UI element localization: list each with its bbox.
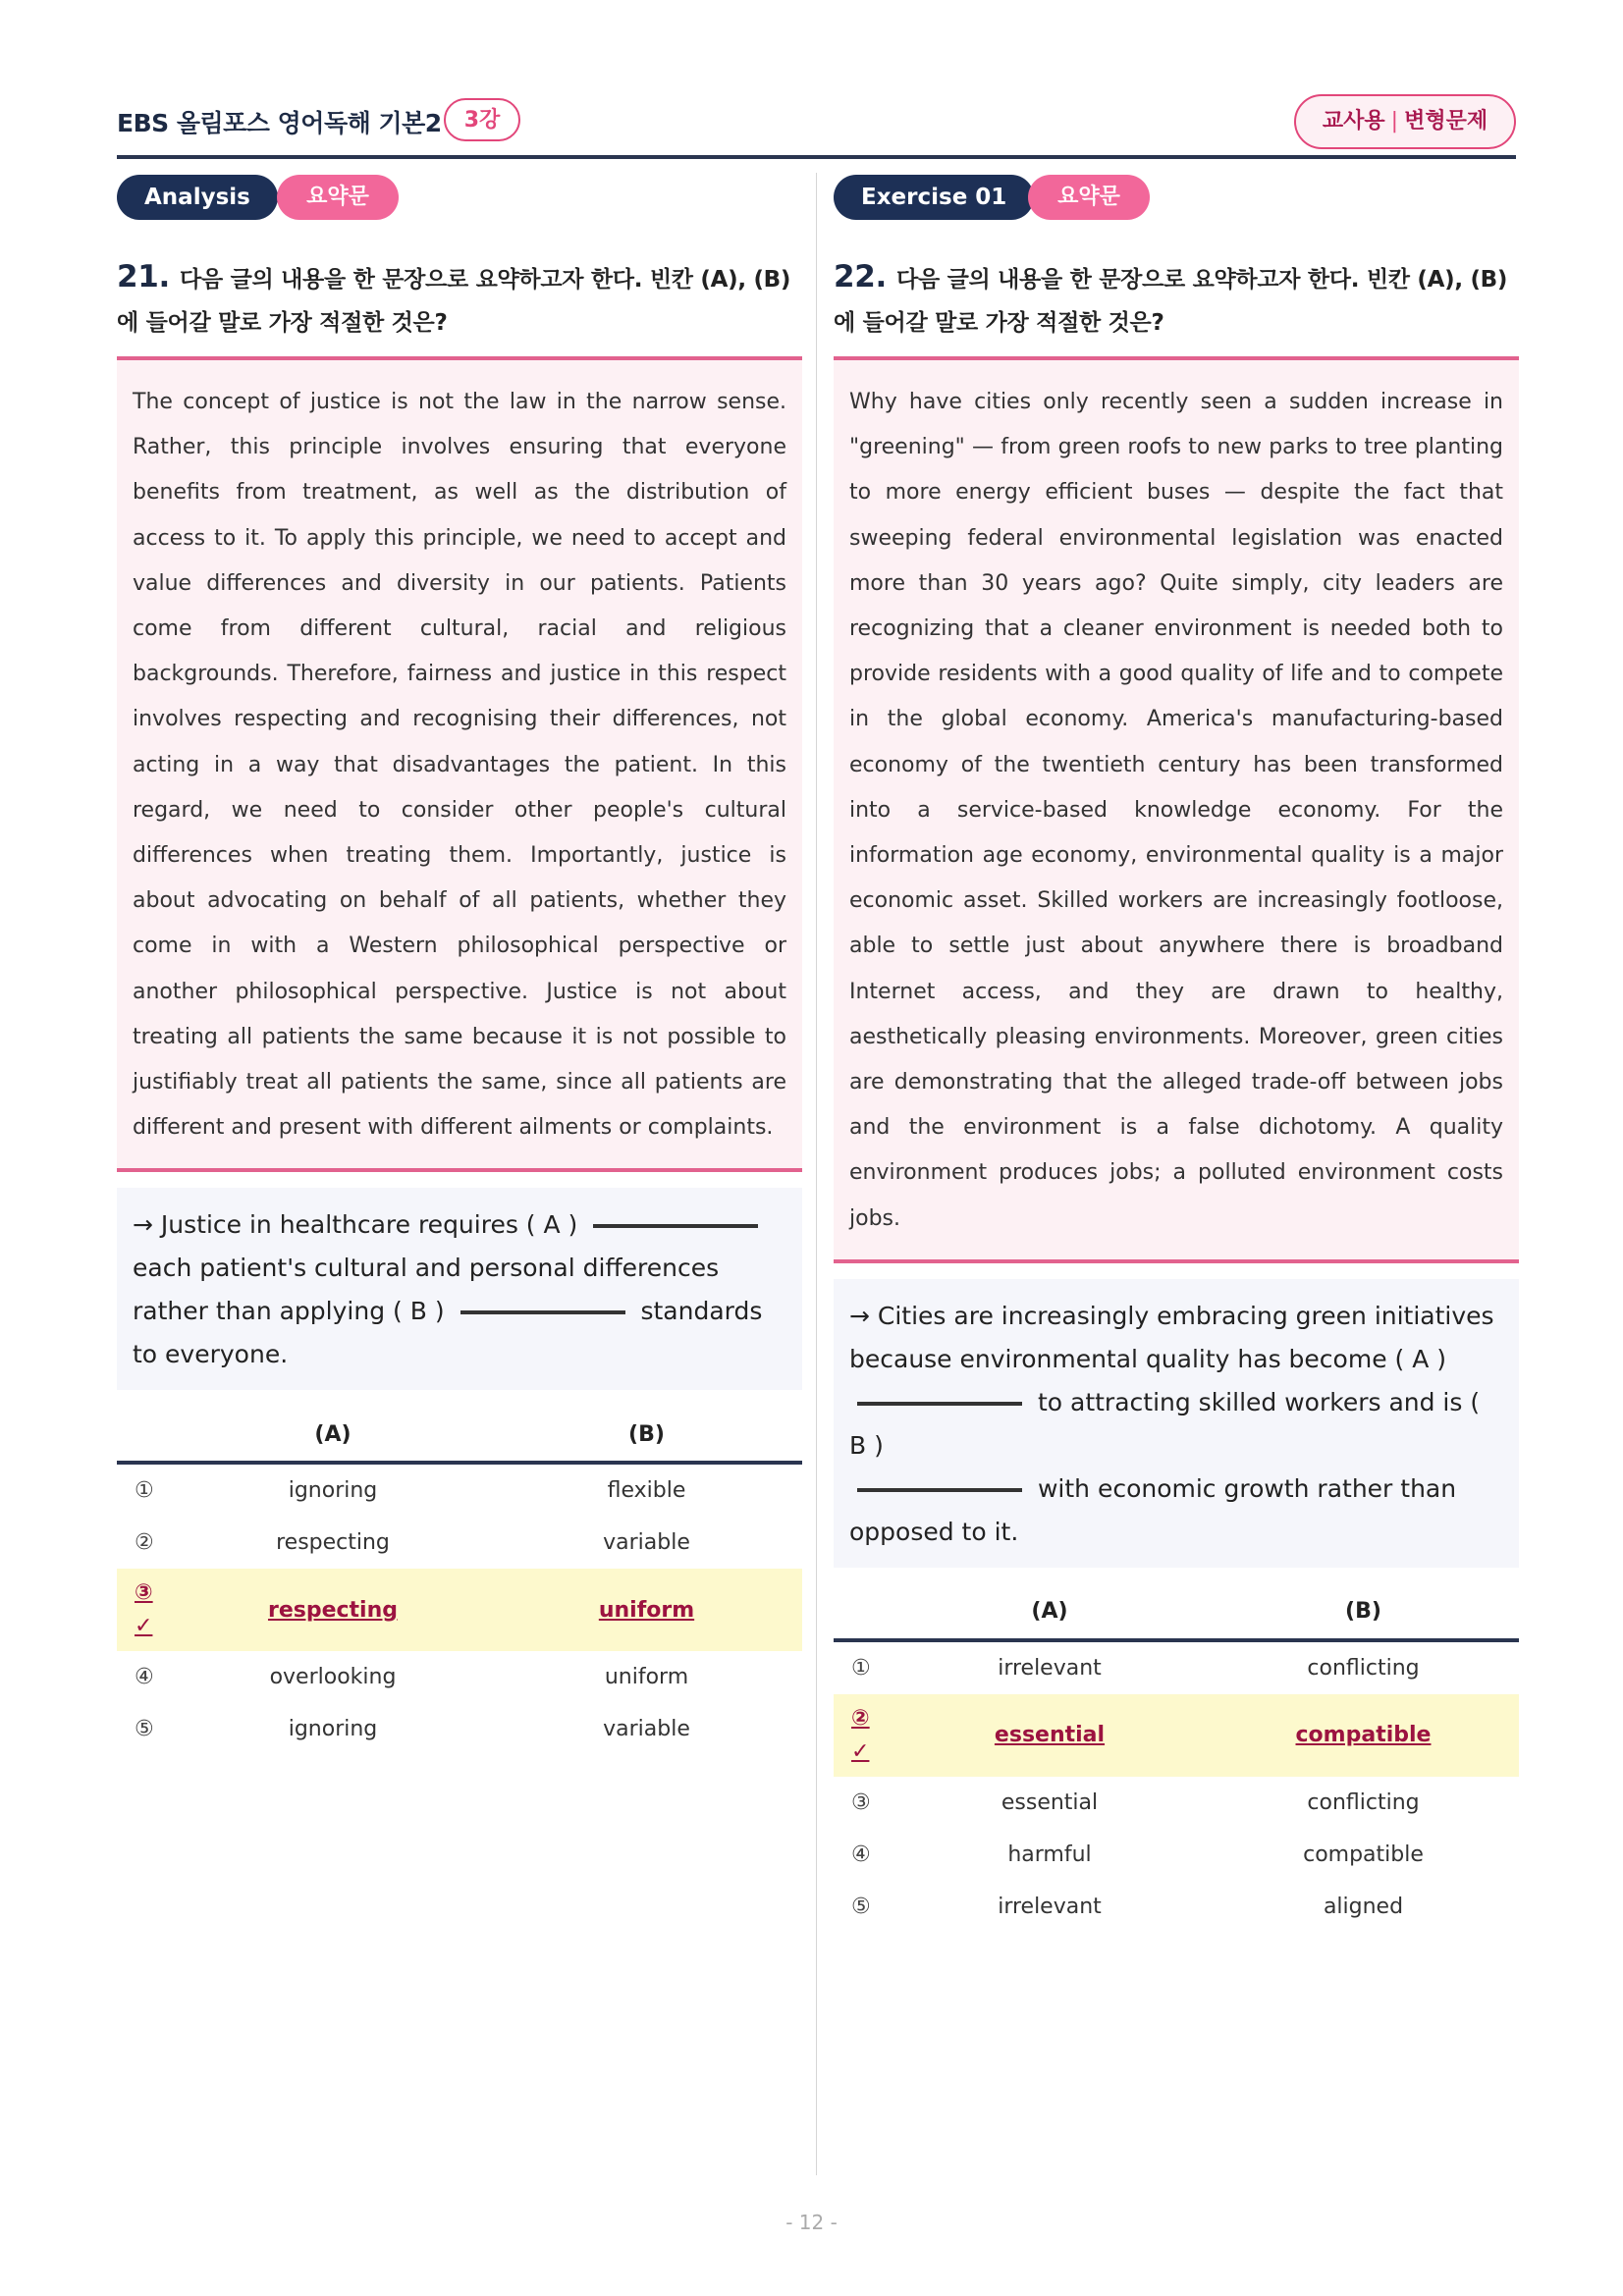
summary-sentence [117, 1188, 802, 1390]
choice-number: ③ [851, 1789, 871, 1815]
column-a-header: (A) [175, 1408, 491, 1463]
column-b-header: (B) [491, 1408, 802, 1463]
choice-b: conflicting [1307, 1655, 1420, 1681]
choice-number: ⑤ [135, 1717, 154, 1742]
summary-part-1: → Cities are increasingly embracing green initiatives because environmental quality has become ( A ) [849, 1301, 1494, 1373]
summary-part-2: each patient's cultural and personal differences rather than applying ( B ) [133, 1254, 720, 1326]
question-prompt [117, 255, 802, 345]
question-text: 다음 글의 내용을 한 문장으로 요약하고자 한다. 빈칸 (A), (B)에 들어갈 말로 가장 적절한 것은? [117, 267, 791, 336]
choice-row[interactable] [117, 1703, 802, 1755]
choice-b: flexible [607, 1478, 686, 1504]
reading-passage: Why have cities only recently seen a sudden increase in "greening" — from green roofs to new parks to tree planting to more energy efficient buses — despite the fact that sweeping federal environmental legislation was enacted more than 30 years ago? Quite simply, city leaders are recognizing that a cleaner environment is needed both to provide residents with a good quality of life and to compete in the global economy. America's manufacturing-based economy of the twentieth century has been transformed into a service-based knowledge economy. For the information age economy, environmental quality is a major economic asset. Skilled workers are increasingly footloose, able to settle just about anywhere there is broadband Internet access, and they are drawn to healthy, aesthetically pleasing environments. Moreover, green cities are demonstrating that the alleged trade-off between jobs and the environment is a false dichotomy. A quality environment produces jobs; a polluted environment costs jobs. [834, 360, 1519, 1259]
summary-tag: 요약문 [277, 175, 399, 220]
page-number: - 12 - [785, 2211, 838, 2234]
choice-row[interactable] [117, 1463, 802, 1517]
choice-a: harmful [1007, 1842, 1092, 1867]
question-number: 21. [117, 259, 171, 294]
choice-row[interactable] [834, 1829, 1519, 1881]
choice-b: compatible [1303, 1842, 1424, 1867]
summary-part-3: standards to everyone. [133, 1297, 763, 1369]
blank-b [460, 1310, 625, 1314]
reading-passage: The concept of justice is not the law in the narrow sense. Rather, this principle involves ensuring that everyone benefits from treatment, as well as the distribution of access to it. To apply this principle, we need to accept and value differences and diversity in our patients. Patients come from different cultural, racial and religious backgrounds. Therefore, fairness and justice in this respect involves respecting and recognising their differences, not acting in a way that disadvantages the patient. In this regard, we need to consider other people's cultural differences when treating them. Importantly, justice is about advocating on behalf of all patients, whether they come in with a Western philosophical perspective or another philosophical perspective. Justice is not about treating all patients the same because it is not possible to justifiably treat all patients the same, since all patients are different and present with different ailments or complaints. [117, 360, 802, 1168]
question-number: 22. [834, 259, 888, 294]
choice-a: ignoring [288, 1717, 378, 1742]
summary-tag: 요약문 [1028, 175, 1150, 220]
answer-choices-table [117, 1408, 802, 1755]
question-text: 다음 글의 내용을 한 문장으로 요약하고자 한다. 빈칸 (A), (B)에 들어갈 말로 가장 적절한 것은? [834, 267, 1508, 336]
choice-a: overlooking [269, 1665, 397, 1690]
choice-b: variable [603, 1530, 690, 1556]
section-tags [117, 173, 802, 222]
summary-part-3: with economic growth rather than opposed to it. [849, 1473, 1457, 1546]
header-rule [117, 155, 1516, 159]
choice-row[interactable] [834, 1777, 1519, 1829]
choice-number: ① [135, 1478, 154, 1504]
correct-choice-row[interactable] [834, 1694, 1519, 1777]
question-21-column [117, 173, 802, 1755]
choice-number: ⑤ [851, 1894, 871, 1919]
teacher-label: 교사용 [1322, 109, 1385, 133]
exercise-tag: Exercise 01 [834, 175, 1034, 220]
question-22-column [834, 173, 1519, 1933]
teacher-variant-badge [1294, 94, 1516, 149]
blank-a [857, 1402, 1022, 1406]
choice-row[interactable] [834, 1640, 1519, 1694]
choice-b: variable [603, 1717, 690, 1742]
blank-a [593, 1224, 758, 1228]
column-b-header: (B) [1208, 1585, 1519, 1640]
choice-a: irrelevant [998, 1655, 1102, 1681]
choice-a: essential [1001, 1789, 1099, 1815]
choice-row[interactable] [117, 1651, 802, 1703]
choices-header-row [834, 1585, 1519, 1640]
book-title: EBS 올림포스 영어독해 기본2 [117, 109, 442, 137]
summary-part-2: to attracting skilled workers and is ( B ) [849, 1387, 1481, 1460]
correct-choice-row[interactable] [117, 1569, 802, 1651]
question-prompt [834, 255, 1519, 345]
summary-sentence [834, 1279, 1519, 1568]
choice-row[interactable] [117, 1517, 802, 1569]
choice-b: conflicting [1307, 1789, 1420, 1815]
choice-b: compatible [1208, 1694, 1519, 1777]
blank-b [857, 1488, 1022, 1492]
passage-rule [834, 1259, 1519, 1263]
choice-number: ② [135, 1530, 154, 1556]
variant-label: 변형문제 [1404, 109, 1488, 133]
choice-a: respecting [175, 1569, 491, 1651]
choice-b: uniform [491, 1569, 802, 1651]
choice-a: respecting [276, 1530, 390, 1556]
passage-rule [117, 1168, 802, 1172]
choice-number-check: ② ✓ [834, 1694, 892, 1777]
column-a-header: (A) [892, 1585, 1208, 1640]
lesson-badge: 3강 [444, 98, 520, 141]
answer-choices-table [834, 1585, 1519, 1933]
choice-a: ignoring [288, 1478, 378, 1504]
choice-number: ① [851, 1655, 871, 1681]
column-divider [816, 173, 817, 2175]
analysis-tag: Analysis [117, 175, 278, 220]
section-tags [834, 173, 1519, 222]
choice-a: essential [892, 1694, 1208, 1777]
choice-b: aligned [1323, 1894, 1404, 1919]
choice-row[interactable] [834, 1881, 1519, 1933]
choice-number: ④ [851, 1842, 871, 1867]
page-header [117, 94, 1516, 153]
choices-header-row [117, 1408, 802, 1463]
choice-number: ④ [135, 1665, 154, 1690]
choice-b: uniform [604, 1665, 689, 1690]
badge-separator: | [1390, 109, 1399, 133]
choice-number-check: ③ ✓ [117, 1569, 175, 1651]
summary-part-1: → Justice in healthcare requires ( A ) [133, 1210, 578, 1240]
choice-a: irrelevant [998, 1894, 1102, 1919]
